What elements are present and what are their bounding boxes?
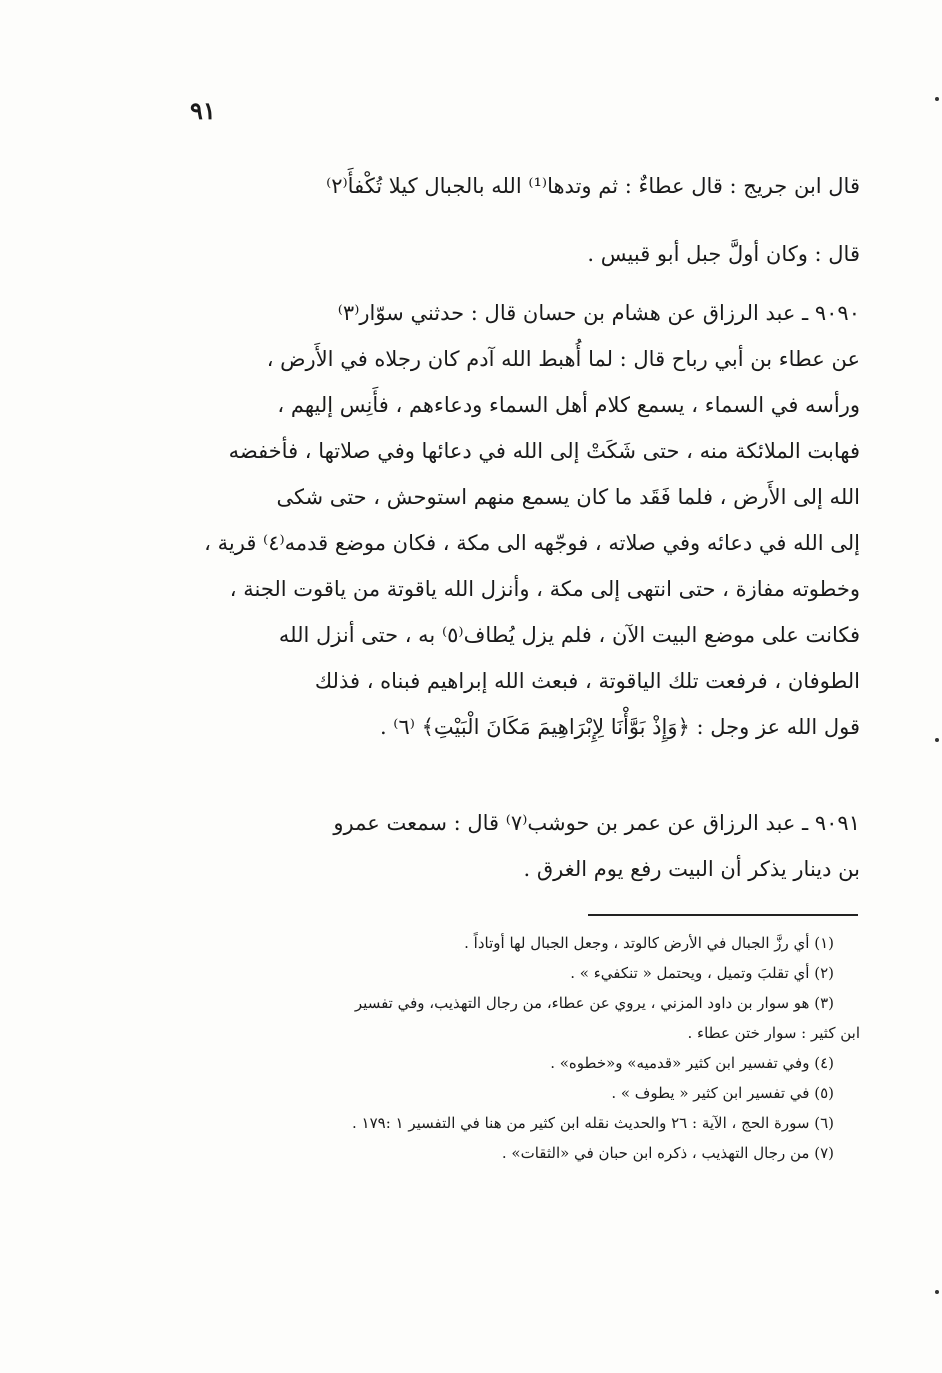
scan-speck [935, 1290, 939, 1294]
footnote: (٥) في تفسير ابن كثير « يطوف » . [611, 1084, 834, 1102]
page-number: ٩١ [190, 96, 216, 125]
text-line: إلى الله في دعائه وفي صلاته ، فوجّهه الى مكة ، فكان موضع قدمه⁽٤⁾ قرية ، [204, 531, 860, 555]
footnote: (٤) وفي تفسير ابن كثير «قدميه» و«خطوه» . [550, 1054, 834, 1072]
footnote-separator [588, 914, 858, 916]
footnotes [180, 928, 860, 1168]
hadith-9090 [180, 290, 860, 750]
text-line: فهابت الملائكة منه ، حتى شَكَتْ إلى الله في دعائها وفي صلاتها ، فأخفضه [228, 439, 860, 463]
text-line: ورأسه في السماء ، يسمع كلام أهل السماء ودعاءهم ، فأَنِس إليهم ، [277, 393, 860, 417]
text-line: الطوفان ، فرفعت تلك الياقوتة ، فبعث الله إبراهيم فبناه ، فذلك [314, 669, 860, 693]
text-line: بن دينار يذكر أن البيت رفع يوم الغرق . [523, 857, 860, 881]
footnote: (٢) أي تقلبَ وتميل ، ويحتمل « تنكفيء » . [570, 964, 834, 982]
text-line: قال ابن جريج : قال عطاءٌ : ثم وتدها⁽¹⁾ الله بالجبال كيلا تُكْفأَ⁽٢⁾ [326, 174, 860, 198]
scan-speck [935, 738, 939, 742]
text-line: وخطوته مفازة ، حتى انتهى إلى مكة ، وأنزل الله ياقوتة من ياقوت الجنة ، [229, 577, 860, 601]
footnote: (٣) هو سوار بن داود المزني ، يروي عن عطاء، من رجال التهذيب، وفي تفسير [354, 994, 834, 1012]
footnote: (١) أي رزَّ الجبال في الأرض كالوتد ، وجعل الجبال لها أوتاداً . [464, 934, 834, 952]
text-line: قال : وكان أولَّ جبل أبو قبيس . [587, 242, 860, 266]
text-line: ٩٠٩٠ ـ عبد الرزاق عن هشام بن حسان قال : حدثني سوّار⁽٣⁾ [337, 301, 860, 325]
text-line: ٩٠٩١ ـ عبد الرزاق عن عمر بن حوشب⁽٧⁾ قال : سمعت عمرو [333, 811, 860, 835]
footnote: (٦) سورة الحج ، الآية : ٢٦ والحديث نقله ابن كثير من هنا في التفسير ١ :١٧٩ . [351, 1114, 834, 1132]
scan-speck [935, 97, 939, 101]
paragraph-ibn-jurayj [180, 160, 860, 296]
hadith-9091 [180, 800, 860, 892]
footnote: (٧) من رجال التهذيب ، ذكره ابن حبان في «الثقات» . [501, 1144, 834, 1162]
text-line: قول الله عز وجل : ﴿وَإِذْ بَوَّأْنَا لِإِبْرَاهِيمَ مَكَانَ الْبَيْتِ﴾ ⁽٦⁾ . [379, 715, 860, 739]
text-line: عن عطاء بن أبي رباح قال : لما أُهبط الله آدم كان رجلاه في الأَرض ، [266, 347, 860, 371]
text-line: فكانت على موضع البيت الآن ، فلم يزل يُطاف⁽٥⁾ به ، حتى أنزل الله [278, 623, 860, 647]
text-line: الله إلى الأَرض ، فلما فَقَد ما كان يسمع منهم استوحش ، حتى شكى [276, 485, 860, 509]
footnote-continuation: ابن كثير : سوار ختن عطاء . [687, 1024, 860, 1042]
